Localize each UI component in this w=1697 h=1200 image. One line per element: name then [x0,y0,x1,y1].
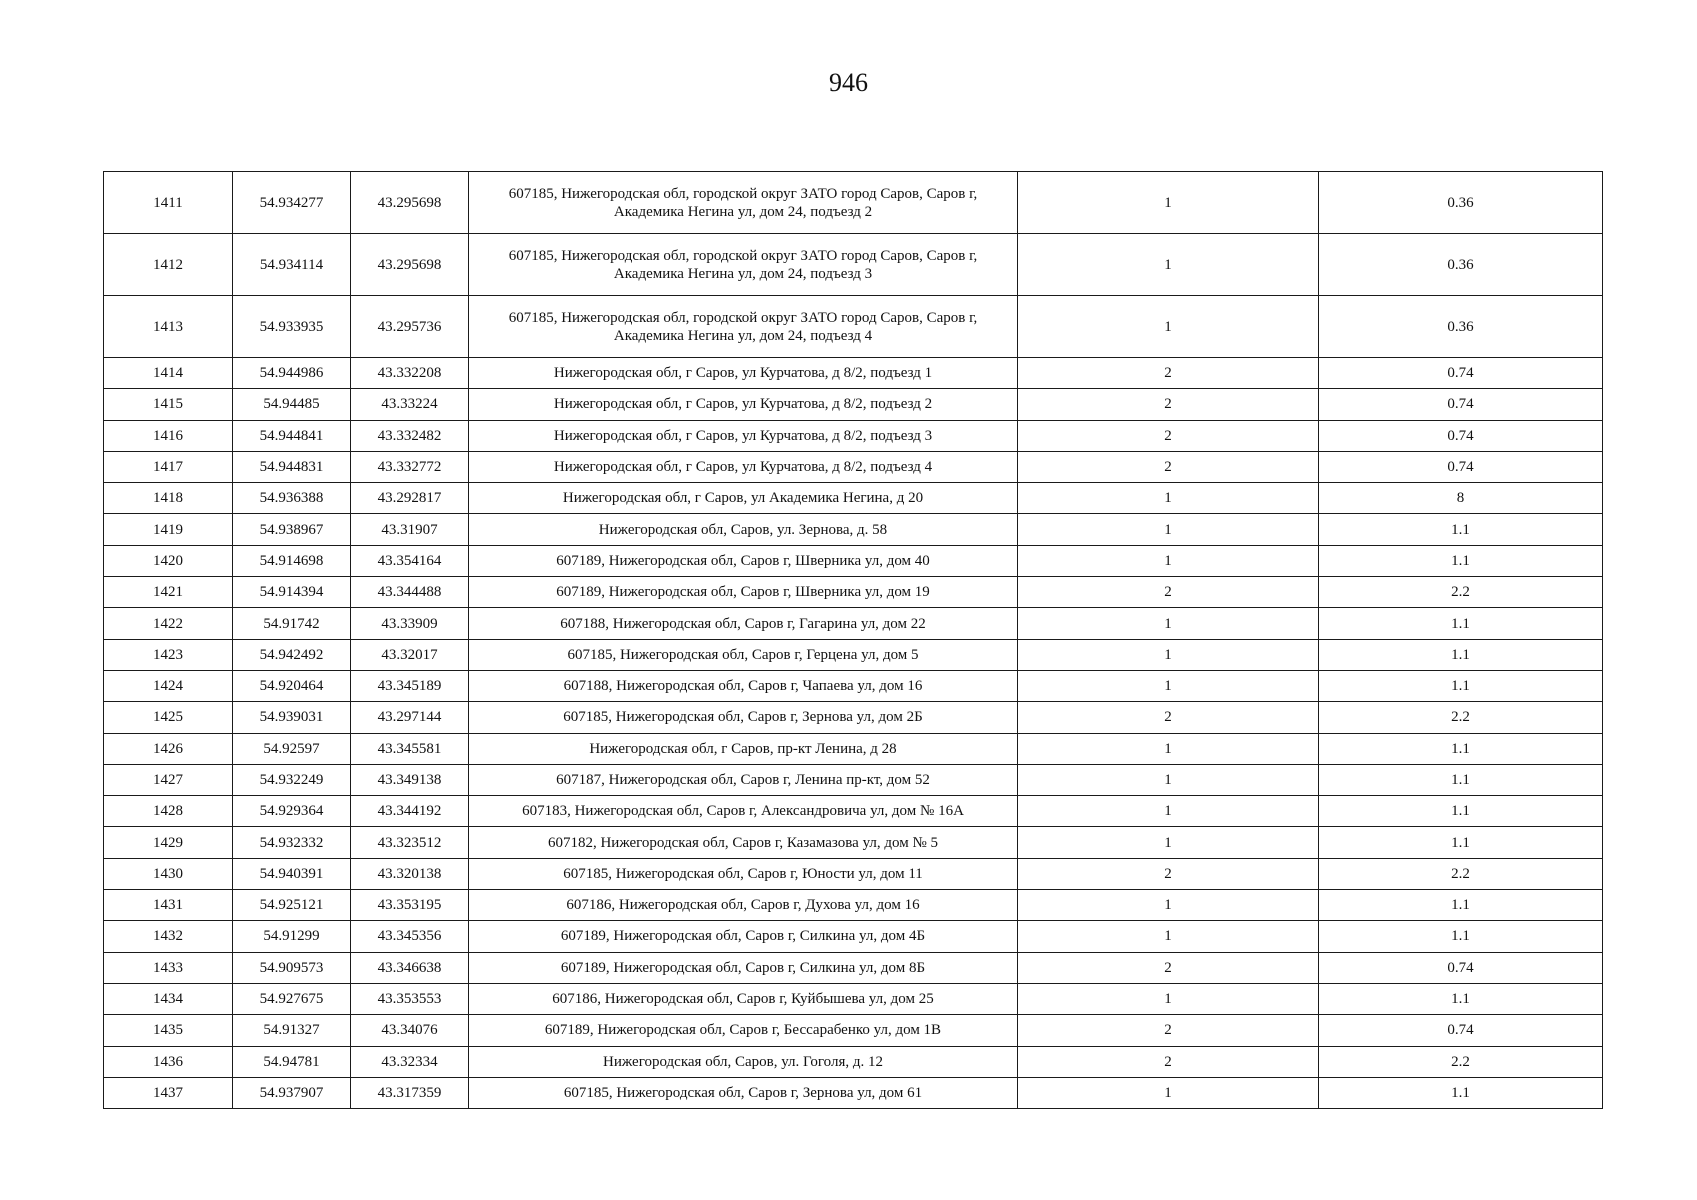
address-cell: 607189, Нижегородская обл, Саров г, Шверника ул, дом 19 [469,577,1018,608]
row-number-cell: 1426 [104,733,233,764]
volume-cell: 1.1 [1319,1077,1603,1108]
volume-cell: 0.36 [1319,172,1603,234]
page-number: 946 [829,68,868,97]
row-number-cell: 1414 [104,358,233,389]
latitude-cell: 54.92597 [233,733,351,764]
count-cell: 1 [1018,890,1319,921]
longitude-cell: 43.344192 [351,796,469,827]
row-number-cell: 1425 [104,702,233,733]
row-number-cell: 1428 [104,796,233,827]
count-cell: 1 [1018,172,1319,234]
count-cell: 1 [1018,483,1319,514]
row-number-cell: 1424 [104,670,233,701]
latitude-cell: 54.934114 [233,234,351,296]
row-number-cell: 1429 [104,827,233,858]
longitude-cell: 43.295736 [351,296,469,358]
count-cell: 1 [1018,764,1319,795]
table-row [104,733,1603,764]
address-cell: 607188, Нижегородская обл, Саров г, Гагарина ул, дом 22 [469,608,1018,639]
row-number-cell: 1421 [104,577,233,608]
longitude-cell: 43.317359 [351,1077,469,1108]
volume-cell: 0.74 [1319,389,1603,420]
row-number-cell: 1419 [104,514,233,545]
longitude-cell: 43.295698 [351,172,469,234]
count-cell: 1 [1018,1077,1319,1108]
address-cell: 607189, Нижегородская обл, Саров г, Силкина ул, дом 8Б [469,952,1018,983]
address-cell: Нижегородская обл, г Саров, ул Академика Негина, д 20 [469,483,1018,514]
count-cell: 2 [1018,420,1319,451]
table-row [104,451,1603,482]
latitude-cell: 54.94781 [233,1046,351,1077]
count-cell: 2 [1018,1015,1319,1046]
address-cell: Нижегородская обл, г Саров, пр-кт Ленина, д 28 [469,733,1018,764]
table-row [104,608,1603,639]
table-row [104,577,1603,608]
latitude-cell: 54.925121 [233,890,351,921]
latitude-cell: 54.920464 [233,670,351,701]
volume-cell: 2.2 [1319,1046,1603,1077]
count-cell: 1 [1018,608,1319,639]
volume-cell: 8 [1319,483,1603,514]
table-row [104,1077,1603,1108]
longitude-cell: 43.323512 [351,827,469,858]
row-number-cell: 1422 [104,608,233,639]
volume-cell: 2.2 [1319,858,1603,889]
volume-cell: 1.1 [1319,827,1603,858]
row-number-cell: 1413 [104,296,233,358]
row-number-cell: 1415 [104,389,233,420]
longitude-cell: 43.345189 [351,670,469,701]
latitude-cell: 54.942492 [233,639,351,670]
count-cell: 2 [1018,702,1319,733]
address-cell: 607185, Нижегородская обл, Саров г, Герцена ул, дом 5 [469,639,1018,670]
volume-cell: 0.74 [1319,358,1603,389]
longitude-cell: 43.332482 [351,420,469,451]
latitude-cell: 54.937907 [233,1077,351,1108]
row-number-cell: 1433 [104,952,233,983]
latitude-cell: 54.932332 [233,827,351,858]
row-number-cell: 1423 [104,639,233,670]
longitude-cell: 43.33909 [351,608,469,639]
longitude-cell: 43.33224 [351,389,469,420]
address-cell: 607185, Нижегородская обл, городской округ ЗАТО город Саров, Саров г, Академика Негина ул, дом 24, подъезд 3 [469,234,1018,296]
address-cell: 607183, Нижегородская обл, Саров г, Александровича ул, дом № 16А [469,796,1018,827]
count-cell: 2 [1018,1046,1319,1077]
table-row [104,296,1603,358]
address-cell: 607189, Нижегородская обл, Саров г, Шверника ул, дом 40 [469,545,1018,576]
address-cell: Нижегородская обл, г Саров, ул Курчатова, д 8/2, подъезд 4 [469,451,1018,482]
row-number-cell: 1427 [104,764,233,795]
row-number-cell: 1436 [104,1046,233,1077]
address-cell: 607189, Нижегородская обл, Саров г, Силкина ул, дом 4Б [469,921,1018,952]
volume-cell: 1.1 [1319,921,1603,952]
address-cell: 607185, Нижегородская обл, городской округ ЗАТО город Саров, Саров г, Академика Негина ул, дом 24, подъезд 2 [469,172,1018,234]
table-row [104,1046,1603,1077]
address-cell: 607189, Нижегородская обл, Саров г, Бессарабенко ул, дом 1В [469,1015,1018,1046]
longitude-cell: 43.297144 [351,702,469,733]
table-row [104,670,1603,701]
count-cell: 2 [1018,451,1319,482]
table-row [104,858,1603,889]
row-number-cell: 1435 [104,1015,233,1046]
count-cell: 2 [1018,577,1319,608]
address-cell: 607188, Нижегородская обл, Саров г, Чапаева ул, дом 16 [469,670,1018,701]
latitude-cell: 54.929364 [233,796,351,827]
table-row [104,921,1603,952]
count-cell: 2 [1018,389,1319,420]
count-cell: 1 [1018,514,1319,545]
count-cell: 1 [1018,983,1319,1014]
latitude-cell: 54.932249 [233,764,351,795]
row-number-cell: 1418 [104,483,233,514]
volume-cell: 0.74 [1319,420,1603,451]
address-cell: Нижегородская обл, Саров, ул. Гоголя, д. 12 [469,1046,1018,1077]
volume-cell: 2.2 [1319,577,1603,608]
latitude-cell: 54.914698 [233,545,351,576]
count-cell: 1 [1018,639,1319,670]
longitude-cell: 43.32334 [351,1046,469,1077]
volume-cell: 0.36 [1319,234,1603,296]
volume-cell: 1.1 [1319,608,1603,639]
longitude-cell: 43.353195 [351,890,469,921]
address-cell: 607186, Нижегородская обл, Саров г, Куйбышева ул, дом 25 [469,983,1018,1014]
volume-cell: 1.1 [1319,733,1603,764]
longitude-cell: 43.332772 [351,451,469,482]
latitude-cell: 54.936388 [233,483,351,514]
row-number-cell: 1417 [104,451,233,482]
latitude-cell: 54.91742 [233,608,351,639]
row-number-cell: 1420 [104,545,233,576]
table-row [104,952,1603,983]
volume-cell: 1.1 [1319,670,1603,701]
row-number-cell: 1411 [104,172,233,234]
volume-cell: 0.74 [1319,451,1603,482]
table-row [104,358,1603,389]
latitude-cell: 54.94485 [233,389,351,420]
address-cell: 607185, Нижегородская обл, городской округ ЗАТО город Саров, Саров г, Академика Негина ул, дом 24, подъезд 4 [469,296,1018,358]
count-cell: 1 [1018,234,1319,296]
longitude-cell: 43.354164 [351,545,469,576]
longitude-cell: 43.320138 [351,858,469,889]
address-cell: 607186, Нижегородская обл, Саров г, Духова ул, дом 16 [469,890,1018,921]
latitude-cell: 54.933935 [233,296,351,358]
volume-cell: 0.74 [1319,1015,1603,1046]
latitude-cell: 54.927675 [233,983,351,1014]
address-cell: 607185, Нижегородская обл, Саров г, Зернова ул, дом 61 [469,1077,1018,1108]
row-number-cell: 1431 [104,890,233,921]
volume-cell: 1.1 [1319,545,1603,576]
table-row [104,890,1603,921]
table-row [104,702,1603,733]
volume-cell: 1.1 [1319,764,1603,795]
volume-cell: 1.1 [1319,514,1603,545]
count-cell: 1 [1018,670,1319,701]
volume-cell: 0.36 [1319,296,1603,358]
address-cell: Нижегородская обл, Саров, ул. Зернова, д. 58 [469,514,1018,545]
longitude-cell: 43.31907 [351,514,469,545]
row-number-cell: 1437 [104,1077,233,1108]
volume-cell: 1.1 [1319,983,1603,1014]
latitude-cell: 54.944986 [233,358,351,389]
volume-cell: 1.1 [1319,890,1603,921]
table-row [104,796,1603,827]
row-number-cell: 1430 [104,858,233,889]
longitude-cell: 43.295698 [351,234,469,296]
count-cell: 2 [1018,358,1319,389]
address-cell: 607185, Нижегородская обл, Саров г, Юности ул, дом 11 [469,858,1018,889]
table-row [104,234,1603,296]
row-number-cell: 1412 [104,234,233,296]
latitude-cell: 54.934277 [233,172,351,234]
latitude-cell: 54.909573 [233,952,351,983]
volume-cell: 1.1 [1319,796,1603,827]
address-cell: 607187, Нижегородская обл, Саров г, Ленина пр-кт, дом 52 [469,764,1018,795]
address-cell: Нижегородская обл, г Саров, ул Курчатова, д 8/2, подъезд 2 [469,389,1018,420]
table-row [104,983,1603,1014]
table-row [104,827,1603,858]
longitude-cell: 43.353553 [351,983,469,1014]
count-cell: 1 [1018,545,1319,576]
longitude-cell: 43.32017 [351,639,469,670]
latitude-cell: 54.91327 [233,1015,351,1046]
count-cell: 1 [1018,921,1319,952]
latitude-cell: 54.938967 [233,514,351,545]
longitude-cell: 43.345356 [351,921,469,952]
count-cell: 1 [1018,296,1319,358]
longitude-cell: 43.292817 [351,483,469,514]
latitude-cell: 54.944831 [233,451,351,482]
table-row [104,545,1603,576]
table-row [104,764,1603,795]
address-cell: 607185, Нижегородская обл, Саров г, Зернова ул, дом 2Б [469,702,1018,733]
row-number-cell: 1434 [104,983,233,1014]
row-number-cell: 1432 [104,921,233,952]
address-cell: Нижегородская обл, г Саров, ул Курчатова, д 8/2, подъезд 1 [469,358,1018,389]
table-row [104,639,1603,670]
longitude-cell: 43.344488 [351,577,469,608]
table-row [104,389,1603,420]
longitude-cell: 43.332208 [351,358,469,389]
latitude-cell: 54.914394 [233,577,351,608]
count-cell: 2 [1018,858,1319,889]
registry-table [103,171,1603,1109]
latitude-cell: 54.939031 [233,702,351,733]
table-row [104,483,1603,514]
latitude-cell: 54.91299 [233,921,351,952]
longitude-cell: 43.349138 [351,764,469,795]
latitude-cell: 54.944841 [233,420,351,451]
longitude-cell: 43.345581 [351,733,469,764]
table-row [104,420,1603,451]
row-number-cell: 1416 [104,420,233,451]
count-cell: 1 [1018,827,1319,858]
table-row [104,172,1603,234]
volume-cell: 2.2 [1319,702,1603,733]
longitude-cell: 43.346638 [351,952,469,983]
count-cell: 1 [1018,796,1319,827]
address-cell: 607182, Нижегородская обл, Саров г, Казамазова ул, дом № 5 [469,827,1018,858]
longitude-cell: 43.34076 [351,1015,469,1046]
table-row [104,514,1603,545]
address-cell: Нижегородская обл, г Саров, ул Курчатова, д 8/2, подъезд 3 [469,420,1018,451]
volume-cell: 0.74 [1319,952,1603,983]
count-cell: 1 [1018,733,1319,764]
volume-cell: 1.1 [1319,639,1603,670]
latitude-cell: 54.940391 [233,858,351,889]
table-row [104,1015,1603,1046]
count-cell: 2 [1018,952,1319,983]
